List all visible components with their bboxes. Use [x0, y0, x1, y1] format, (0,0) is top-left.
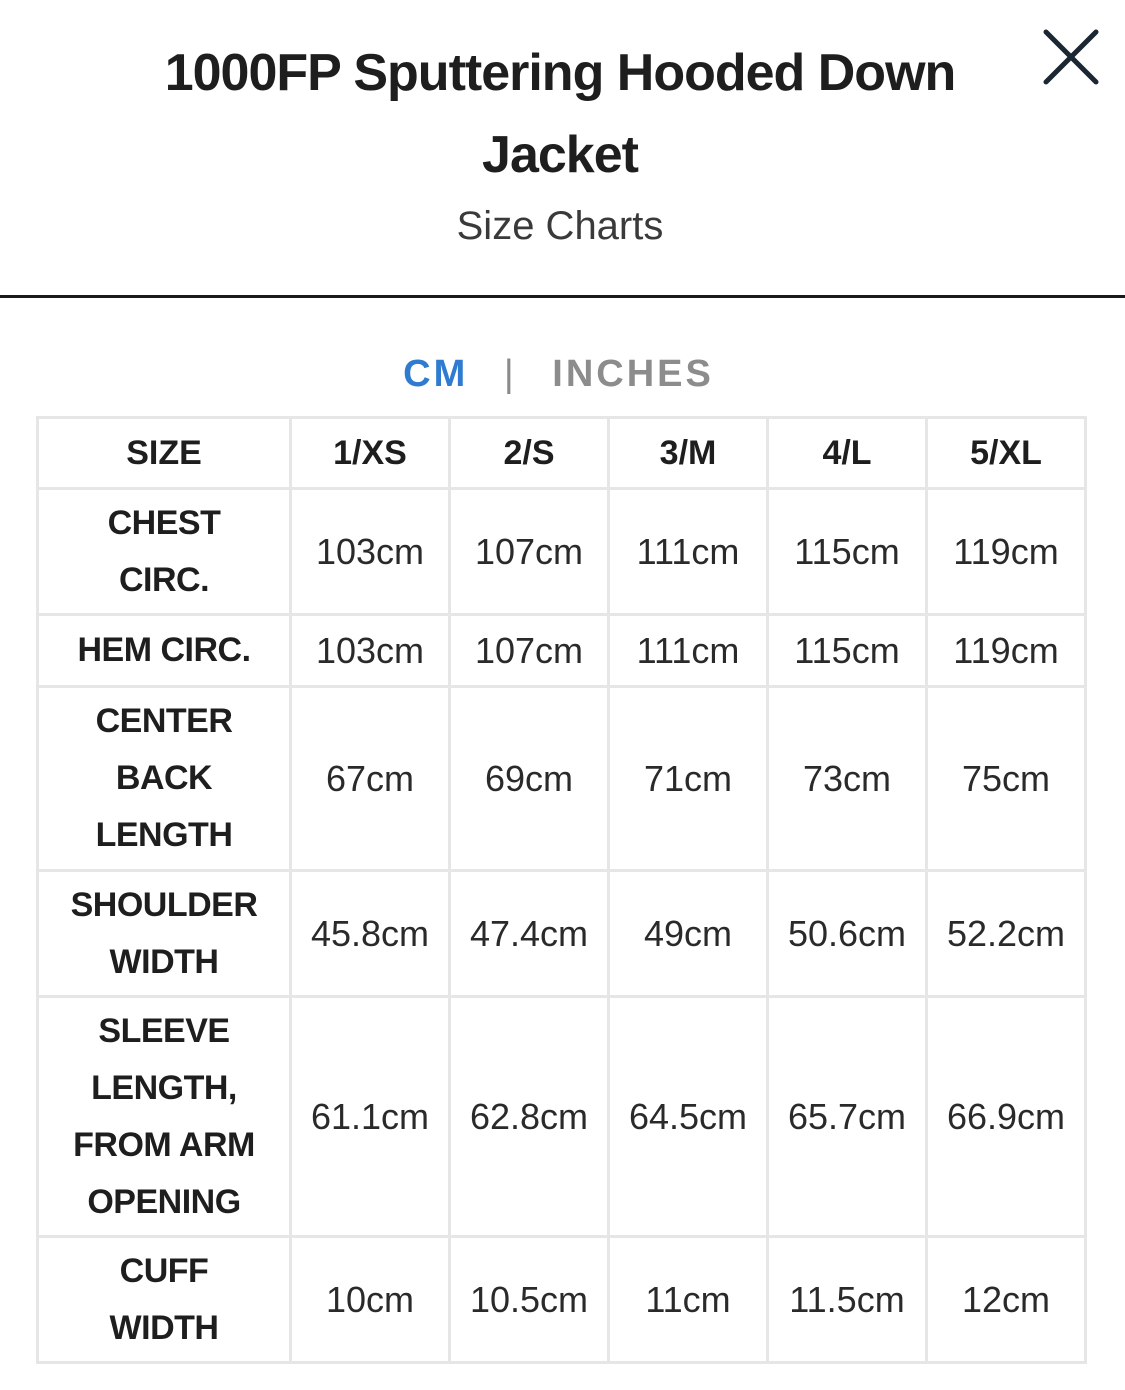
table-cell: 62.8cm	[450, 997, 609, 1237]
table-cell: 71cm	[609, 687, 768, 871]
table-cell: 115cm	[768, 489, 927, 615]
table-cell: 64.5cm	[609, 997, 768, 1237]
row-label-text: SHOULDER WIDTH	[70, 885, 258, 981]
table-row	[38, 687, 1086, 871]
table-cell: 10cm	[291, 1237, 450, 1363]
unit-cm-option[interactable]: CM	[403, 352, 469, 395]
table-cell: 103cm	[291, 615, 450, 687]
table-cell: 65.7cm	[768, 997, 927, 1237]
table-cell: 11cm	[609, 1237, 768, 1363]
table-cell: 47.4cm	[450, 871, 609, 997]
row-label-text: SLEEVE LENGTH, FROM ARM OPENING	[73, 1011, 255, 1221]
table-header-row	[38, 418, 1086, 489]
table-cell: 66.9cm	[927, 997, 1086, 1237]
column-header: 4/L	[768, 418, 927, 489]
size-chart-table	[36, 416, 1087, 1364]
table-cell: 115cm	[768, 615, 927, 687]
column-header: SIZE	[38, 418, 291, 489]
table-cell: 67cm	[291, 687, 450, 871]
row-label	[38, 871, 291, 997]
table-cell: 107cm	[450, 615, 609, 687]
column-header: 3/M	[609, 418, 768, 489]
product-title: 1000FP Sputtering Hooded Down Jacket	[164, 44, 956, 184]
row-label-text: CENTER BACK LENGTH	[95, 702, 233, 854]
unit-separator: |	[503, 352, 517, 395]
table-cell: 111cm	[609, 615, 768, 687]
row-label: HEM CIRC.	[38, 615, 291, 687]
table-cell: 10.5cm	[450, 1237, 609, 1363]
close-button[interactable]	[1040, 26, 1104, 90]
table-row	[38, 871, 1086, 997]
table-cell: 107cm	[450, 489, 609, 615]
row-label	[38, 687, 291, 871]
row-label	[38, 489, 291, 615]
table-row	[38, 1237, 1086, 1363]
table-cell: 49cm	[609, 871, 768, 997]
table-row	[38, 489, 1086, 615]
column-header: 2/S	[450, 418, 609, 489]
table-cell: 61.1cm	[291, 997, 450, 1237]
modal-header	[0, 0, 1125, 298]
unit-toggle	[0, 344, 1117, 402]
table-cell: 45.8cm	[291, 871, 450, 997]
table-row	[38, 997, 1086, 1237]
table-cell: 75cm	[927, 687, 1086, 871]
table-cell: 119cm	[927, 489, 1086, 615]
table-row	[38, 615, 1086, 687]
close-icon	[1040, 26, 1104, 90]
column-header: 1/XS	[291, 418, 450, 489]
table-cell: 119cm	[927, 615, 1086, 687]
table-cell: 50.6cm	[768, 871, 927, 997]
table-cell: 111cm	[609, 489, 768, 615]
table-cell: 103cm	[291, 489, 450, 615]
column-header: 5/XL	[927, 418, 1086, 489]
row-label	[38, 1237, 291, 1363]
size-charts-subtitle: Size Charts	[456, 204, 664, 248]
table-cell: 52.2cm	[927, 871, 1086, 997]
table-cell: 11.5cm	[768, 1237, 927, 1363]
row-label-text: CUFF WIDTH	[109, 1251, 219, 1347]
row-label	[38, 997, 291, 1237]
unit-inches-option[interactable]: INCHES	[552, 352, 714, 395]
row-label-text: CHEST CIRC.	[107, 503, 221, 599]
table-cell: 73cm	[768, 687, 927, 871]
table-cell: 12cm	[927, 1237, 1086, 1363]
table-cell: 69cm	[450, 687, 609, 871]
